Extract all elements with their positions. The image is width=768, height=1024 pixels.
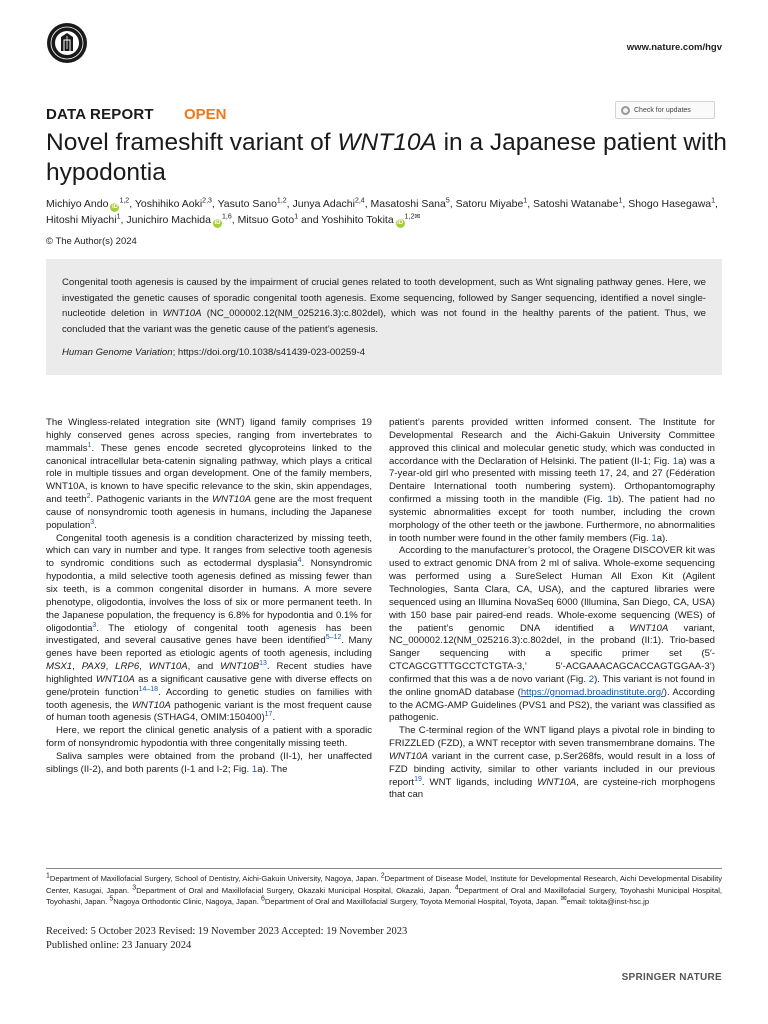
publisher-logo: SPRINGER NATURE (621, 972, 722, 983)
paragraph: The C-terminal region of the WNT ligand plays a pivotal role in binding to FRIZZLED (FZD), a WNT receptor with seven transmembrane domains. The WNT10A variant in the current case, p.Ser268fs, would result in a loss of FZD binding activity, similar to other variants included in our previous report$^{19}$. WNT ligands, including WNT10A, are cysteine-rich morphogens that can (389, 725, 715, 801)
paragraph: The Wingless-related integration site (WNT) ligand family comprises 19 highly conserved genes across species, ranging from invertebrates to mammals$^1$. These genes encode secreted glycoproteins linked to the canonical intracellular beta-catenin signaling pathway, which plays a critical role in multiple tissues and organ development. One of the family members, WNT10A, is known to have specific relevance to the skin, skin appendages, and teeth$^2$. Pathogenic variants in the WNT10A gene are the most frequent cause of nonsyndromic tooth agenesis in humans, including the Japanese population$^3$. (46, 417, 372, 531)
author-name[interactable]: Junya Adachi$^{2,4}$ (292, 197, 365, 210)
received-dates: Received: 5 October 2023 Revised: 19 November 2023 Accepted: 19 November 2023 (46, 926, 408, 937)
check-updates-label: Check for updates (634, 106, 691, 114)
paragraph: Saliva samples were obtained from the proband (II-1), her unaffected siblings (II-2), and both parents (I-1 and I-2; Fig. 1a). The (46, 750, 372, 775)
journal-seal-logo (46, 22, 88, 64)
author-name[interactable]: Yoshihito Tokita $iD^{1,2✉}$ (321, 213, 421, 226)
author-affiliation: 1,2✉ (404, 213, 421, 221)
journal-site-link[interactable]: www.nature.com/hgv (626, 42, 722, 53)
author-name[interactable]: Yasuto Sano$^{1,2}$ (217, 197, 287, 210)
abstract-box (46, 259, 722, 375)
author-list: Michiyo Ando iD$^{1,2}$, Yoshihiko Aoki$^{2,3}$, Yasuto Sano$^{1,2}$, Junya Adachi$^{2,4}$, Masatoshi Sana$^5$, Satoru Miyabe$^1$, Satoshi Watanabe$^1$, Shogo Hasegawa$^1$, Hitoshi Miyachi$^1$, Junichiro Machida iD$^{1,6}$, Mitsuo Goto$^1$ and Yoshihito Tokita $iD^{1,2✉}$ (46, 197, 718, 226)
author-affiliation: 1,2 (276, 197, 287, 205)
orcid-icon[interactable]: iD (214, 220, 221, 226)
journal-name: Human Genome Variation (62, 347, 173, 358)
author-name[interactable]: Masatoshi Sana$^5$ (370, 197, 450, 210)
author-affiliation: 1 (116, 213, 121, 221)
author-affiliation: 2,4 (354, 197, 365, 205)
paragraph: According to the manufacturer’s protocol, the Oragene DISCOVER kit was used to extract genomic DNA from 2 ml of saliva. Whole-exome sequencing was performed using a SureSelect Human All Exon Kit (Agilent Technologies, Santa Clara, CA, USA), and the captured libraries were sequenced using an Illumina NovaSeq 6000 (Illumina, San Diego, CA, USA) with 150 base pair paired-end reads. Whole-exome sequencing (WES) of the patient’s genomic DNA identified a WNT10A variant, NC_000002.12(NM_025216.3):c.802del, in the proband (II:1). Trio-based Sanger sequencing with a specific primer set (5′-CTCAGCGTTTGCCTCTGTA-3,’ 5′-ACGAAACAGCACCAGTGGAA-3’) confirmed that this was a de novo variant (Fig. 2). This variant is not found in the online gnomAD database (https://gnomad.broadinstitute.org/). According to the ACMG-AMP Guidelines (PVS1 and PS2), the variant was classified as pathogenic. (389, 545, 715, 724)
author-name[interactable]: Shogo Hasegawa$^1$ (628, 197, 716, 210)
gnomad-link[interactable]: https://gnomad.broadinstitute.org/ (520, 686, 664, 698)
citation-line (62, 347, 706, 358)
author-affiliation: 1 (294, 213, 299, 221)
author-affiliation: 1 (618, 197, 623, 205)
published-date: Published online: 23 January 2024 (46, 939, 192, 951)
author-affiliation: 1,2 (119, 197, 130, 205)
doi-text: ; https://doi.org/10.1038/s41439-023-00259-4 (172, 347, 366, 358)
author-name[interactable]: Satoshi Watanabe$^1$ (533, 197, 623, 210)
paragraph: patient’s parents provided written informed consent. The Institute for Developmental Research and the Aichi-Gakuin University Committee approved this clinical and molecular genetic study, which was conducted in accordance with the Declaration of Helsinki. The patient (II-1; Fig. 1a) was a 7-year-old girl who presented with missing teeth 17, 24, and 27 (Fédération Dentaire International tooth numbering system). Orthopantomography confirmed a missing tooth in the mandible (Fig. 1b). The patient had no systemic abnormalities except for tooth number, including the crown morphology of the other teeth or the jawbone. Furthermore, no abnormalities in tooth number were found in the other family members (Fig. 1a). (389, 417, 716, 544)
update-icon (621, 106, 630, 115)
abstract-text: Congenital tooth agenesis is caused by the impairment of crucial genes related to tooth development, such as Wnt signaling pathway genes. Here, we investigated the genetic causes of sporadic congenital tooth agenesis. Exome sequencing, followed by Sanger sequencing, identified a novel single-nucleotide deletion in WNT10A (NC_000002.12(NM_025216.3):c.802del), which was not found in the healthy parents of the patient. Thus, we concluded that the variant was the genetic cause of the patient’s agenesis. (62, 277, 706, 335)
orcid-icon[interactable]: iD (397, 220, 404, 226)
paragraph: Congenital tooth agenesis is a condition characterized by missing teeth, which can vary in number and type. It ranges from selective tooth agenesis to syndromic conditions such as ectodermal dysplasia$^4$. Nonsyndromic hypodontia, a mild selective tooth agenesis defined as missing fewer than six teeth, is a common congenital disorder in humans. A more severe phenotype, oligodontia, involves the loss of six or more permanent teeth. In the Japanese population, the frequency is 6.8% for hypodontia and 0.1% for oligodontia$^3$. The etiology of congenital tooth agenesis has been investigated, and several causative genes have been identified$^{5-12}$. Many genes have been reported as etiologic agents of tooth agenesis, including MSX1, PAX9, LRP6, WNT10A, and WNT10B$^{13}$. Recent studies have highlighted WNT10A as a significant causative gene with diverse effects on gene/protein function$^{14-18}$. According to genetic studies on families with tooth agenesis, the WNT10A pathogenic variant is the most frequent cause of human tooth agenesis (STHAG4, OMIM:150400)$^{17}$. (46, 532, 372, 724)
author-affiliation: 1 (523, 197, 528, 205)
affiliations-footnote: $^1$Department of Maxillofacial Surgery, School of Dentistry, Aichi-Gakuin University, Nagoya, Japan. $^2$Department of Disease Model, Institute for Developmental Research, Aichi Developmental Disability Center, Kasugai, Japan. $^3$Department of Oral and Maxillofacial Surgery, Okazaki Municipal Hospital, Okazaki, Japan. $^4$Department of Oral and Maxillofacial Surgery, Toyohashi Municipal Hospital, Toyohashi, Japan. $^5$Nagoya Orthodontic Clinic, Nagoya, Japan. $^6$Department of Oral and Maxillofacial Surgery, Toyota Memorial Hospital, Toyota, Japan. ✉email: tokita@inst-hsc.jp (46, 872, 722, 906)
author-name[interactable]: Michiyo Ando iD$^{1,2}$ (46, 197, 130, 210)
orcid-icon[interactable]: iD (111, 204, 118, 210)
author-name[interactable]: Hitoshi Miyachi$^1$ (46, 213, 121, 226)
body-column-left (46, 417, 372, 777)
check-for-updates-button[interactable] (615, 101, 715, 119)
author-name[interactable]: Junichiro Machida iD$^{1,6}$ (126, 213, 232, 226)
publication-dates (46, 925, 407, 952)
author-affiliation: 1,6 (222, 213, 232, 221)
footnote-divider (46, 868, 722, 869)
author-affiliation: 2,3 (202, 197, 212, 205)
author-affiliation: 5 (445, 197, 450, 205)
paragraph: Here, we report the clinical genetic analysis of a patient with a sporadic form of nonsyndromic hypodontia with three congenitally missing teeth. (46, 725, 372, 750)
author-name[interactable]: Mitsuo Goto$^1$ (237, 213, 299, 226)
author-name[interactable]: Yoshihiko Aoki$^{2,3}$ (134, 197, 212, 210)
article-title: Novel frameshift variant of WNT10A in a Japanese patient with hypodontia (46, 129, 727, 186)
author-name[interactable]: Satoru Miyabe$^1$ (455, 197, 528, 210)
body-column-right (389, 417, 715, 802)
copyright-notice: © The Author(s) 2024 (46, 236, 137, 247)
open-access-label: OPEN (184, 106, 227, 123)
article-type-label: DATA REPORT (46, 106, 154, 123)
author-affiliation: 1 (711, 197, 716, 205)
